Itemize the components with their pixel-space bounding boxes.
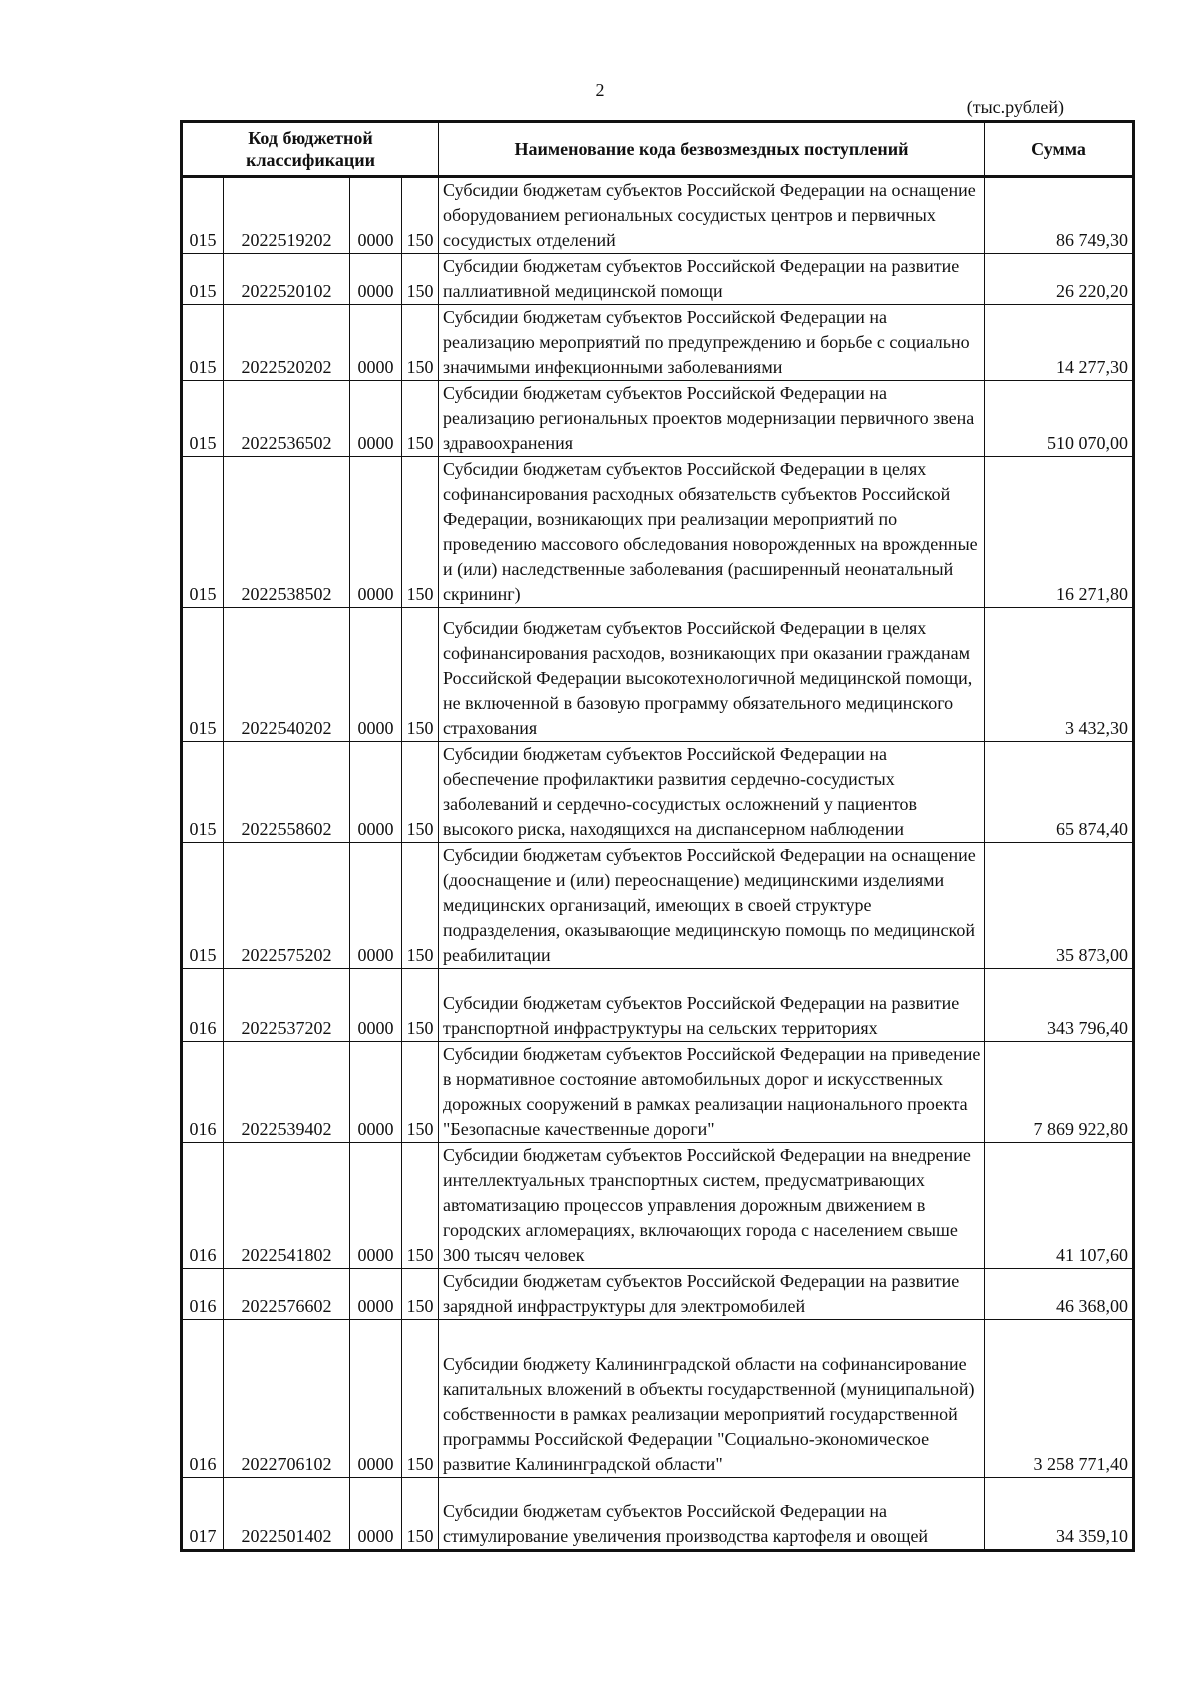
sum-cell: 41 107,60 <box>985 1143 1134 1269</box>
sum-cell: 46 368,00 <box>985 1269 1134 1320</box>
table-body <box>182 177 1134 1551</box>
kosgu-code-cell: 150 <box>402 1143 439 1269</box>
kosgu-code-cell: 150 <box>402 843 439 969</box>
table-row <box>182 177 1134 254</box>
program-code-cell: 0000 <box>350 381 402 457</box>
program-code-cell: 0000 <box>350 1042 402 1143</box>
table-row <box>182 457 1134 608</box>
kosgu-code-cell: 150 <box>402 177 439 254</box>
sum-cell: 35 873,00 <box>985 843 1134 969</box>
income-name-cell: Субсидии бюджетам субъектов Российской Федерации на реализацию региональных проектов модернизации первичного звена здравоохранения <box>439 381 985 457</box>
header-name: Наименование кода безвозмездных поступлений <box>439 122 985 177</box>
table-row <box>182 1269 1134 1320</box>
table-row <box>182 969 1134 1042</box>
sum-cell: 86 749,30 <box>985 177 1134 254</box>
program-code-cell: 0000 <box>350 969 402 1042</box>
kosgu-code-cell: 150 <box>402 381 439 457</box>
income-name-cell: Субсидии бюджетам субъектов Российской Федерации на внедрение интеллектуальных транспортных систем, предусматривающих автоматизацию процессов управления дорожным движением в городских агломерациях, включающих города с населением свыше 300 тысяч человек <box>439 1143 985 1269</box>
sum-cell: 343 796,40 <box>985 969 1134 1042</box>
budget-code-cell: 2022520102 <box>224 254 350 305</box>
budget-code-cell: 2022537202 <box>224 969 350 1042</box>
table-row <box>182 1143 1134 1269</box>
admin-code-cell: 015 <box>182 305 224 381</box>
program-code-cell: 0000 <box>350 457 402 608</box>
admin-code-cell: 016 <box>182 1042 224 1143</box>
admin-code-cell: 015 <box>182 608 224 742</box>
table-row <box>182 1320 1134 1478</box>
sum-cell: 3 258 771,40 <box>985 1320 1134 1478</box>
sum-cell: 16 271,80 <box>985 457 1134 608</box>
program-code-cell: 0000 <box>350 1320 402 1478</box>
kosgu-code-cell: 150 <box>402 608 439 742</box>
kosgu-code-cell: 150 <box>402 305 439 381</box>
program-code-cell: 0000 <box>350 254 402 305</box>
budget-code-cell: 2022540202 <box>224 608 350 742</box>
program-code-cell: 0000 <box>350 1143 402 1269</box>
budget-code-cell: 2022538502 <box>224 457 350 608</box>
header-sum: Сумма <box>985 122 1134 177</box>
sum-cell: 3 432,30 <box>985 608 1134 742</box>
page-number: 2 <box>595 80 605 100</box>
table-row <box>182 254 1134 305</box>
sum-cell: 510 070,00 <box>985 381 1134 457</box>
table-row <box>182 608 1134 742</box>
program-code-cell: 0000 <box>350 177 402 254</box>
program-code-cell: 0000 <box>350 305 402 381</box>
budget-code-cell: 2022536502 <box>224 381 350 457</box>
kosgu-code-cell: 150 <box>402 457 439 608</box>
admin-code-cell: 015 <box>182 177 224 254</box>
budget-code-cell: 2022501402 <box>224 1478 350 1551</box>
kosgu-code-cell: 150 <box>402 969 439 1042</box>
sum-cell: 26 220,20 <box>985 254 1134 305</box>
admin-code-cell: 016 <box>182 1143 224 1269</box>
units-label: (тыс.рублей) <box>966 97 1064 117</box>
income-name-cell: Субсидии бюджету Калининградской области на софинансирование капитальных вложений в объекты государственной (муниципальной) собственности в рамках реализации мероприятий государственной программы Российской Федерации "Социально-экономическое развитие Калининградской области" <box>439 1320 985 1478</box>
table-row <box>182 843 1134 969</box>
table-row <box>182 742 1134 843</box>
budget-code-cell: 2022519202 <box>224 177 350 254</box>
admin-code-cell: 015 <box>182 457 224 608</box>
income-name-cell: Субсидии бюджетам субъектов Российской Федерации на оснащение (дооснащение и (или) переоснащение) медицинскими изделиями медицинских организаций, имеющих в своей структуре подразделения, оказывающие медицинскую помощь по медицинской реабилитации <box>439 843 985 969</box>
kosgu-code-cell: 150 <box>402 1320 439 1478</box>
admin-code-cell: 016 <box>182 1269 224 1320</box>
table-row <box>182 381 1134 457</box>
kosgu-code-cell: 150 <box>402 1478 439 1551</box>
budget-code-cell: 2022576602 <box>224 1269 350 1320</box>
program-code-cell: 0000 <box>350 1478 402 1551</box>
income-name-cell: Субсидии бюджетам субъектов Российской Федерации на обеспечение профилактики развития сердечно-сосудистых заболеваний и сердечно-сосудистых осложнений у пациентов высокого риска, находящихся на диспансерном наблюдении <box>439 742 985 843</box>
table-row <box>182 1478 1134 1551</box>
kosgu-code-cell: 150 <box>402 1269 439 1320</box>
table-row <box>182 1042 1134 1143</box>
budget-code-cell: 2022520202 <box>224 305 350 381</box>
income-name-cell: Субсидии бюджетам субъектов Российской Федерации на стимулирование увеличения производства картофеля и овощей <box>439 1478 985 1551</box>
budget-table <box>180 120 1135 1552</box>
admin-code-cell: 015 <box>182 381 224 457</box>
sum-cell: 14 277,30 <box>985 305 1134 381</box>
admin-code-cell: 016 <box>182 969 224 1042</box>
income-name-cell: Субсидии бюджетам субъектов Российской Федерации в целях софинансирования расходных обязательств субъектов Российской Федерации, возникающих при реализации мероприятий по проведению массового обследования новорожденных на врожденные и (или) наследственные заболевания (расширенный неонатальный скрининг) <box>439 457 985 608</box>
header-code: Код бюджетной классификации <box>182 122 439 177</box>
admin-code-cell: 015 <box>182 843 224 969</box>
admin-code-cell: 017 <box>182 1478 224 1551</box>
kosgu-code-cell: 150 <box>402 742 439 843</box>
income-name-cell: Субсидии бюджетам субъектов Российской Федерации на развитие зарядной инфраструктуры для электромобилей <box>439 1269 985 1320</box>
program-code-cell: 0000 <box>350 843 402 969</box>
kosgu-code-cell: 150 <box>402 1042 439 1143</box>
sum-cell: 7 869 922,80 <box>985 1042 1134 1143</box>
sum-cell: 65 874,40 <box>985 742 1134 843</box>
table-row <box>182 305 1134 381</box>
income-name-cell: Субсидии бюджетам субъектов Российской Федерации на оснащение оборудованием региональных сосудистых центров и первичных сосудистых отделений <box>439 177 985 254</box>
income-name-cell: Субсидии бюджетам субъектов Российской Федерации на развитие транспортной инфраструктуры на сельских территориях <box>439 969 985 1042</box>
admin-code-cell: 015 <box>182 742 224 843</box>
income-name-cell: Субсидии бюджетам субъектов Российской Федерации на приведение в нормативное состояние автомобильных дорог и искусственных дорожных сооружений в рамках реализации национального проекта "Безопасные качественные дороги" <box>439 1042 985 1143</box>
admin-code-cell: 015 <box>182 254 224 305</box>
sum-cell: 34 359,10 <box>985 1478 1134 1551</box>
income-name-cell: Субсидии бюджетам субъектов Российской Федерации на развитие паллиативной медицинской помощи <box>439 254 985 305</box>
budget-code-cell: 2022539402 <box>224 1042 350 1143</box>
program-code-cell: 0000 <box>350 608 402 742</box>
income-name-cell: Субсидии бюджетам субъектов Российской Федерации на реализацию мероприятий по предупреждению и борьбе с социально значимыми инфекционными заболеваниями <box>439 305 985 381</box>
budget-code-cell: 2022706102 <box>224 1320 350 1478</box>
income-name-cell: Субсидии бюджетам субъектов Российской Федерации в целях софинансирования расходов, возникающих при оказании гражданам Российской Федерации высокотехнологичной медицинской помощи, не включенной в базовую программу обязательного медицинского страхования <box>439 608 985 742</box>
program-code-cell: 0000 <box>350 742 402 843</box>
table-header-row <box>182 122 1134 177</box>
budget-code-cell: 2022541802 <box>224 1143 350 1269</box>
budget-code-cell: 2022558602 <box>224 742 350 843</box>
admin-code-cell: 016 <box>182 1320 224 1478</box>
program-code-cell: 0000 <box>350 1269 402 1320</box>
kosgu-code-cell: 150 <box>402 254 439 305</box>
budget-code-cell: 2022575202 <box>224 843 350 969</box>
